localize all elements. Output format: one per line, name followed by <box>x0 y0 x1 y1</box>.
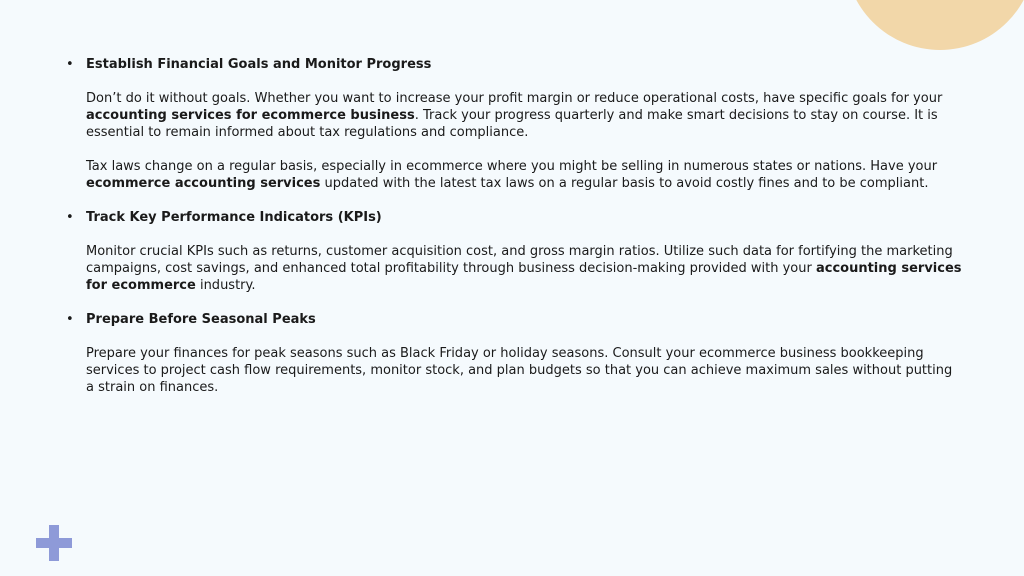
bullet-icon: • <box>66 312 74 327</box>
paragraph-text: Prepare your finances for peak seasons such as Black Friday or holiday seasons. Consult your ecommerce business bookkeeping services to project cash flow requirements, monitor stock, and plan budgets so that you can achieve maximum sales without putting a strain on finances. <box>86 346 953 395</box>
paragraph-bold-text: accounting services for ecommerce <box>86 261 962 293</box>
paragraph-bold-text: accounting services for ecommerce business <box>86 108 415 123</box>
paragraph-text: industry. <box>195 278 256 293</box>
plus-icon-horizontal-bar <box>36 538 72 548</box>
section-heading <box>66 56 962 73</box>
bullet-icon: • <box>66 57 74 72</box>
section-financial-goals <box>66 56 962 192</box>
paragraph-text: updated with the latest tax laws on a regular basis to avoid costly fines and to be compliant. <box>320 176 929 191</box>
paragraph-text: . Track your progress quarterly and make smart decisions to stay on course. It is essential to remain informed about tax regulations and compliance. <box>86 108 938 140</box>
document-content <box>66 56 962 413</box>
paragraph-text: Monitor crucial KPIs such as returns, customer acquisition cost, and gross margin ratios. Utilize such data for fortifying the marketing campaigns, cost savings, and enhanced total profitability through business decision-making provided with your <box>86 244 953 276</box>
section-heading <box>66 209 962 226</box>
paragraph <box>86 90 962 141</box>
section-heading-text: Establish Financial Goals and Monitor Progress <box>86 57 432 72</box>
paragraph-text: Tax laws change on a regular basis, especially in ecommerce where you might be selling in numerous states or nations. Have your <box>86 159 938 174</box>
decorative-blob <box>845 0 1024 50</box>
section-heading-text: Track Key Performance Indicators (KPIs) <box>86 210 382 225</box>
section-kpis <box>66 209 962 294</box>
bullet-icon: • <box>66 210 74 225</box>
paragraph <box>86 243 962 294</box>
section-heading-text: Prepare Before Seasonal Peaks <box>86 312 316 327</box>
section-heading <box>66 311 962 328</box>
plus-icon <box>36 525 72 561</box>
paragraph-bold-text: ecommerce accounting services <box>86 176 321 191</box>
paragraph <box>86 345 962 396</box>
paragraph <box>86 158 962 192</box>
paragraph-text: Don’t do it without goals. Whether you want to increase your profit margin or reduce operational costs, have specific goals for your <box>86 91 943 106</box>
section-seasonal-peaks <box>66 311 962 396</box>
